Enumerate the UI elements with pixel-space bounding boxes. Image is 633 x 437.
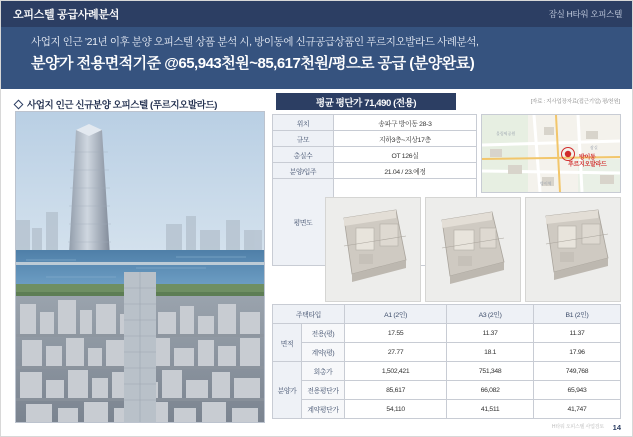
svg-text:잠실: 잠실: [590, 145, 598, 150]
info-value-3: 21.04 / 23.예정: [334, 163, 477, 179]
detail-cell-1-2-1: 41,511: [447, 400, 534, 419]
page-number: 14: [612, 423, 621, 432]
footer-note: H타워 오피스텔 사업검토: [551, 424, 604, 430]
left-heading-label: 사업지 인근 신규분양 오피스텔 (푸르지오발라드): [27, 100, 218, 111]
summary-line-2: 분양가 전용면적기준 @65,943천원~85,617천원/평으로 공급 (분양완료): [31, 55, 475, 72]
detail-cell-1-2-2: 41,747: [534, 400, 621, 419]
detail-cell-1-0-2: 749,768: [534, 362, 621, 381]
map-marker-label: 방이동 푸르지오발라드: [568, 155, 607, 168]
table-row: [273, 381, 621, 400]
building-photo: [15, 111, 265, 423]
table-row: [273, 362, 621, 381]
info-label-4: 평면도: [273, 179, 334, 266]
floorplan-image-a1[interactable]: [325, 197, 421, 302]
svg-text:올림픽공원: 올림픽공원: [496, 131, 516, 136]
detail-header-0: 주택타입: [273, 305, 345, 324]
table-row: [273, 324, 621, 343]
map-graphic: [482, 115, 620, 192]
detail-cell-1-1-2: 65,943: [534, 381, 621, 400]
detail-cell-1-1-0: 85,617: [345, 381, 447, 400]
table-row: [273, 343, 621, 362]
detail-group-area: 면적: [273, 324, 302, 362]
detail-cell-0-1-0: 27.77: [345, 343, 447, 362]
detail-cell-0-0-1: 11.37: [447, 324, 534, 343]
detail-cell-1-0-1: 751,348: [447, 362, 534, 381]
info-label-3: 분양/입주: [273, 163, 334, 179]
table-row: [273, 400, 621, 419]
detail-header-2: A3 (2인): [447, 305, 534, 324]
summary-line-1: 사업지 인근 ’21년 이후 분양 오피스텔 상품 분석 시, 방이동에 신규공급상품인 푸르지오발라드 사례분석,: [31, 36, 479, 48]
info-label-0: 위치: [273, 115, 334, 131]
detail-cell-0-0-2: 11.37: [534, 324, 621, 343]
diamond-bullet-icon: [14, 99, 24, 109]
floorplan-image-a3[interactable]: [425, 197, 521, 302]
detail-header-3: B1 (2인): [534, 305, 621, 324]
detail-sub-1-1: 전용평단가: [302, 381, 345, 400]
detail-cell-0-1-1: 18.1: [447, 343, 534, 362]
floorplan-a3-graphic: [426, 198, 521, 301]
floorplan-gallery: [325, 197, 621, 302]
floorplan-image-b1[interactable]: [525, 197, 621, 302]
unit-detail-table: [272, 304, 621, 419]
summary-band: [1, 27, 633, 89]
table-row: [273, 305, 621, 324]
info-value-1: 지하3층~지상17층: [334, 131, 477, 147]
floorplan-a1-graphic: [326, 198, 421, 301]
floorplan-b1-graphic: [526, 198, 621, 301]
photo-graphic: [16, 112, 264, 422]
source-note: [자료 : 지사업장자료(접근기업) 평/천원]: [530, 99, 620, 105]
detail-header-1: A1 (2인): [345, 305, 447, 324]
location-map[interactable]: [481, 114, 621, 193]
detail-sub-1-2: 계약평단가: [302, 400, 345, 419]
page-title: 오피스텔 공급사례분석: [13, 9, 120, 21]
detail-sub-1-0: 회총가: [302, 362, 345, 381]
table-row: [273, 115, 477, 131]
detail-group-price: 분양가: [273, 362, 302, 419]
table-row: [273, 163, 477, 179]
info-value-2: OT 126실: [334, 147, 477, 163]
average-price-badge: 평균 평단가 71,490 (전용): [276, 93, 456, 110]
table-row: [273, 131, 477, 147]
detail-cell-1-0-0: 1,502,421: [345, 362, 447, 381]
detail-sub-0-1: 계약(평): [302, 343, 345, 362]
detail-cell-1-1-1: 66,082: [447, 381, 534, 400]
detail-sub-0-0: 전용(평): [302, 324, 345, 343]
info-label-1: 규모: [273, 131, 334, 147]
table-row: [273, 147, 477, 163]
header-subtitle: 잠실 H타워 오피스텔: [548, 9, 622, 19]
info-value-0: 송파구 방이동 28-3: [334, 115, 477, 131]
detail-cell-1-2-0: 54,110: [345, 400, 447, 419]
left-section-heading: [15, 97, 217, 111]
detail-cell-0-1-2: 17.96: [534, 343, 621, 362]
detail-cell-0-0-0: 17.55: [345, 324, 447, 343]
slide-header: [1, 1, 633, 27]
svg-text:방이역: 방이역: [540, 181, 552, 186]
info-label-2: 총실수: [273, 147, 334, 163]
